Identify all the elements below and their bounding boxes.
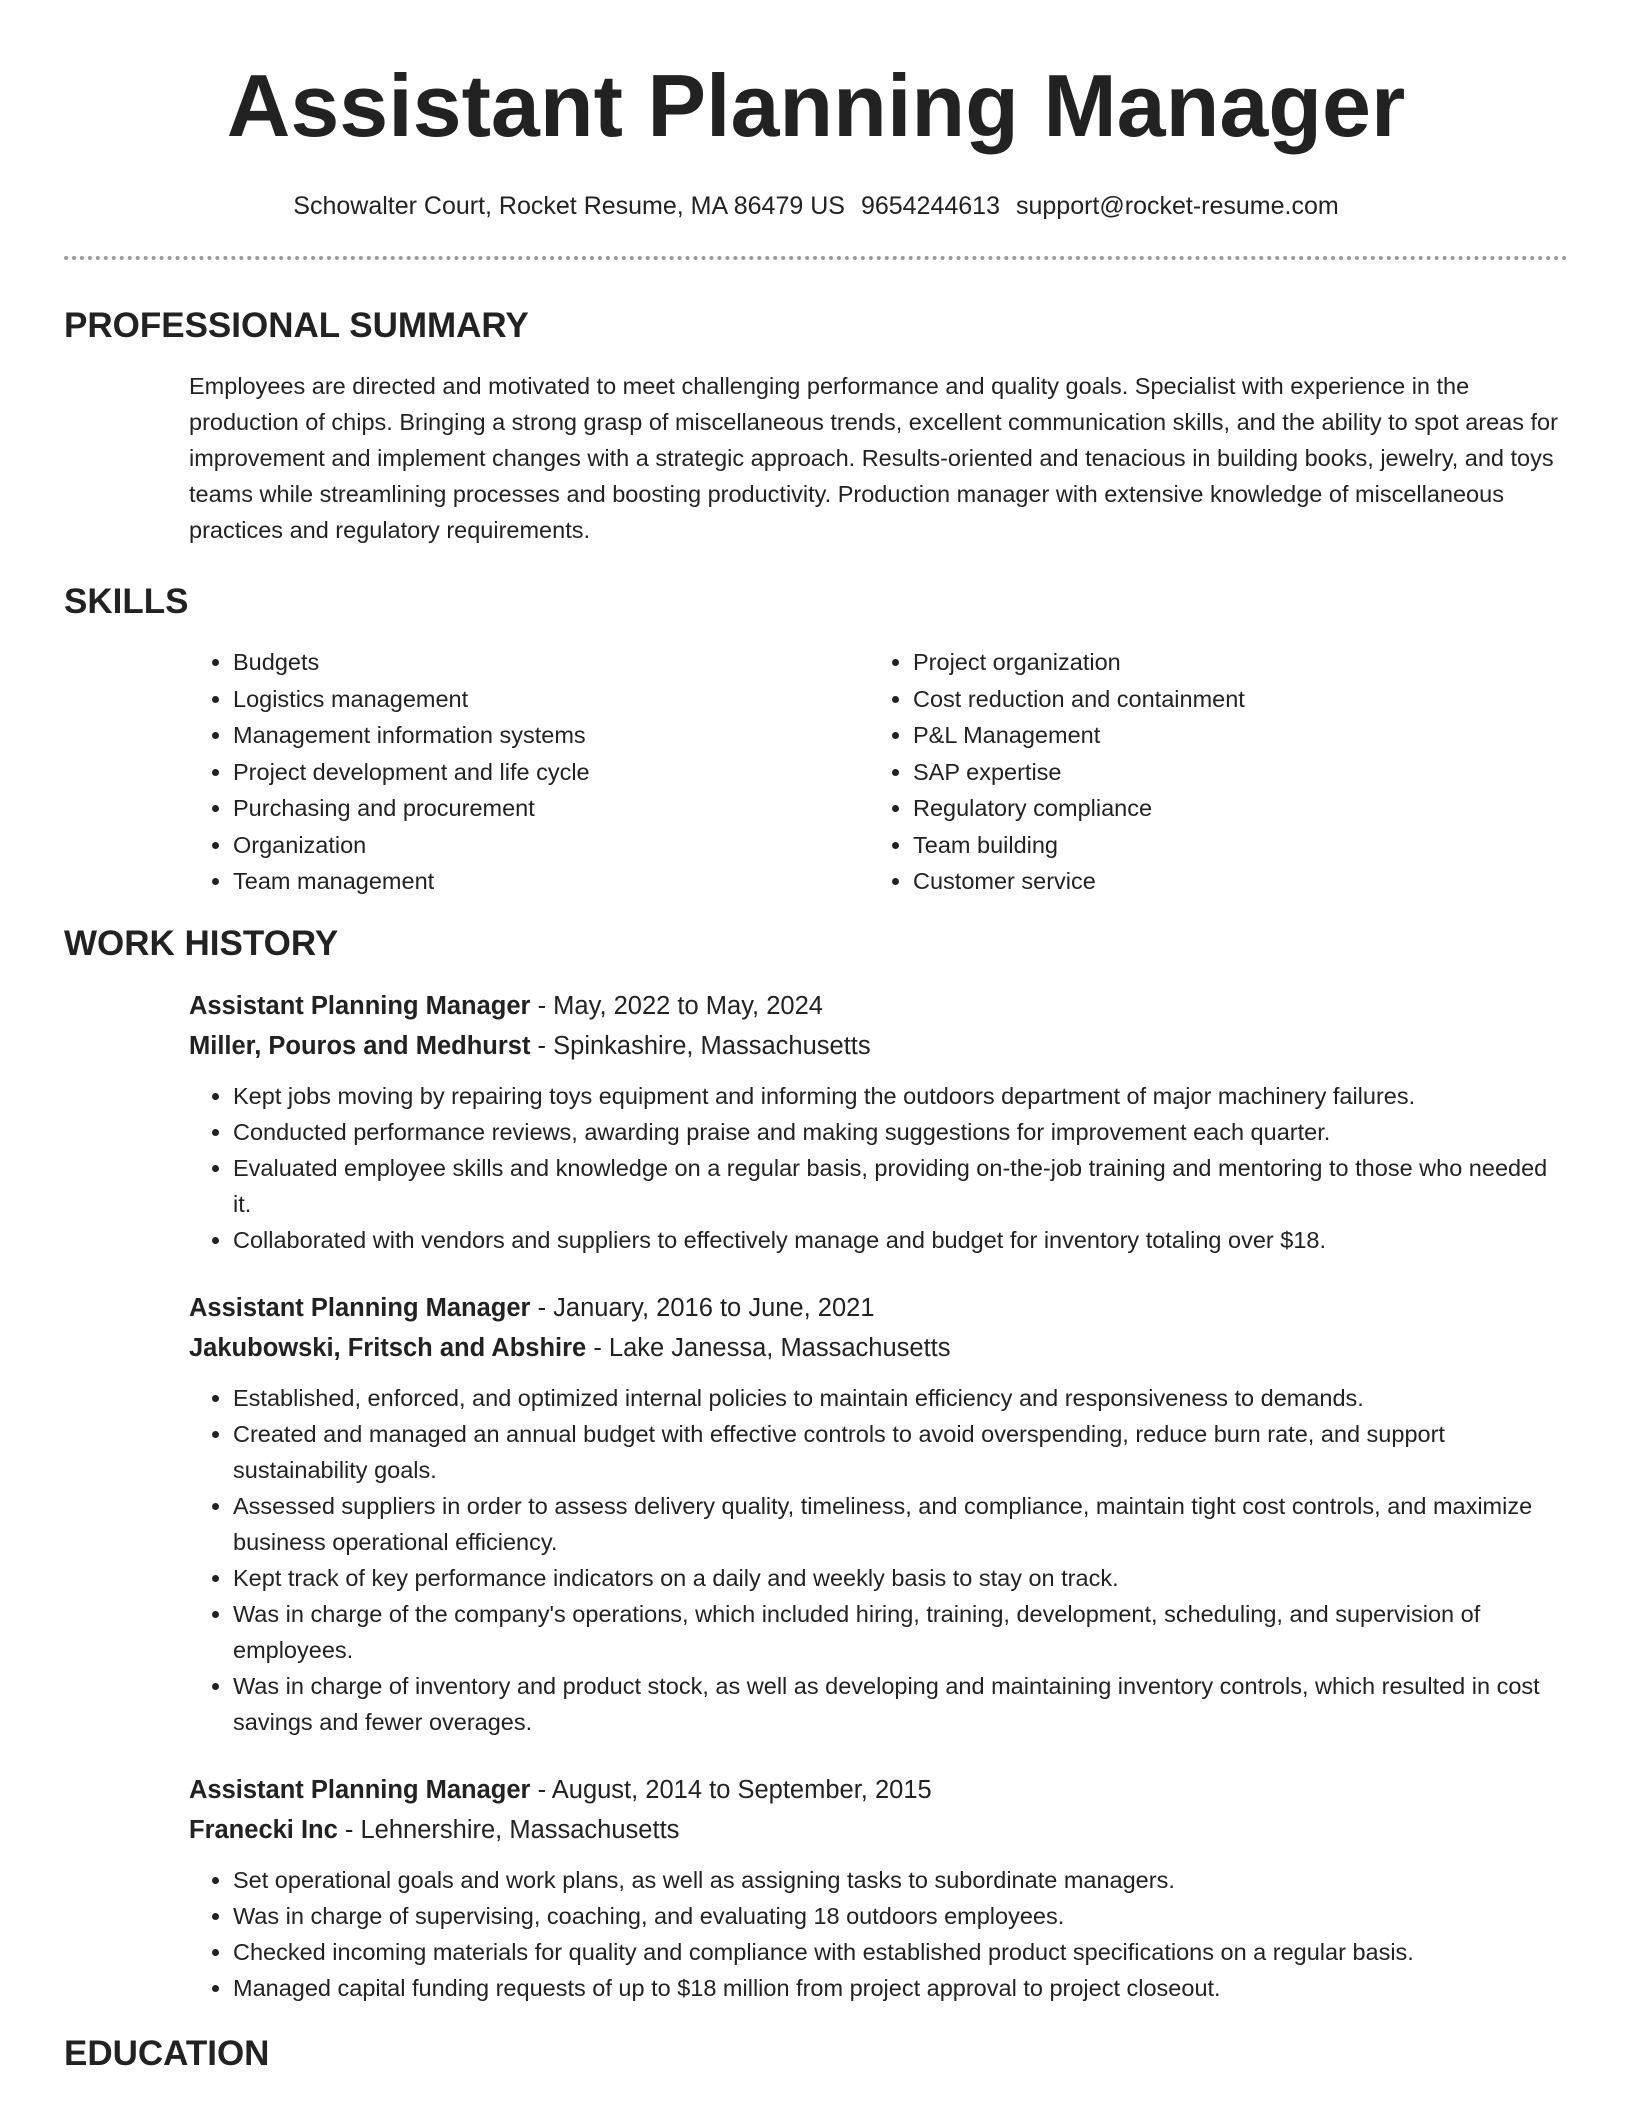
job-bullet: • Checked incoming materials for quality and compliance with established product specifications on a regular basis. xyxy=(233,1934,1568,1970)
skill-item: • Management information systems xyxy=(233,717,869,754)
job-bullet: • Set operational goals and work plans, as well as assigning tasks to subordinate managers. xyxy=(233,1862,1568,1898)
job-company: Miller, Pouros and Medhurst xyxy=(189,1031,531,1060)
resume-name: Assistant Planning Manager xyxy=(226,56,1406,155)
job-company: Franecki Inc xyxy=(189,1815,338,1844)
job-company-line xyxy=(189,1026,1568,1066)
skill-item: • Customer service xyxy=(913,863,1549,900)
education-heading: EDUCATION xyxy=(64,2033,270,2073)
job-dates: - January, 2016 to June, 2021 xyxy=(530,1293,875,1322)
skill-item: • Logistics management xyxy=(233,681,869,718)
job-bullet: • Created and managed an annual budget with effective controls to avoid overspending, reduce burn rate, and support sustainability goals. xyxy=(233,1416,1568,1488)
job-title-line xyxy=(189,986,1568,1026)
job-role: Assistant Planning Manager xyxy=(189,1293,531,1322)
job-location: - Spinkashire, Massachusetts xyxy=(530,1031,871,1060)
job-bullet: • Managed capital funding requests of up to $18 million from project approval to project closeout. xyxy=(233,1970,1568,2006)
skill-item: • Organization xyxy=(233,827,869,864)
job-location: - Lehnershire, Massachusetts xyxy=(337,1815,680,1844)
job-bullet: • Evaluated employee skills and knowledge on a regular basis, providing on-the-job training and mentoring to those who needed it. xyxy=(233,1150,1568,1222)
job-bullet: • Kept track of key performance indicators on a daily and weekly basis to stay on track. xyxy=(233,1560,1568,1596)
job-bullets xyxy=(189,1380,1568,1740)
job-title-line xyxy=(189,1288,1568,1328)
skill-item: • Project organization xyxy=(913,644,1549,681)
job-bullet: • Established, enforced, and optimized internal policies to maintain efficiency and responsiveness to demands. xyxy=(233,1380,1568,1416)
job-company: Jakubowski, Fritsch and Abshire xyxy=(189,1333,587,1362)
job-entry xyxy=(189,986,1568,1258)
job-bullet: • Assessed suppliers in order to assess delivery quality, timeliness, and compliance, maintain tight cost controls, and maximize business operational efficiency. xyxy=(233,1488,1568,1560)
skill-item: • Project development and life cycle xyxy=(233,754,869,791)
skill-item: • SAP expertise xyxy=(913,754,1549,791)
job-title-line xyxy=(189,1770,1568,1810)
contact-address: Schowalter Court, Rocket Resume, MA 86479 US xyxy=(293,192,845,220)
skills-column-left xyxy=(189,644,869,900)
skills-heading: SKILLS xyxy=(64,582,189,621)
job-entry xyxy=(189,1770,1568,2006)
job-bullet: • Was in charge of the company's operations, which included hiring, training, development, scheduling, and supervision of employees. xyxy=(233,1596,1568,1668)
contact-line xyxy=(64,188,1568,224)
job-bullets xyxy=(189,1862,1568,2006)
skill-item: • Team building xyxy=(913,827,1549,864)
job-company-line xyxy=(189,1328,1568,1368)
work-history-heading: WORK HISTORY xyxy=(64,923,339,963)
job-bullet: • Was in charge of supervising, coaching, and evaluating 18 outdoors employees. xyxy=(233,1898,1568,1934)
skill-item: • Budgets xyxy=(233,644,869,681)
job-entry xyxy=(189,1288,1568,1740)
job-bullets xyxy=(189,1078,1568,1258)
skills-column-right xyxy=(869,644,1549,900)
contact-phone: 9654244613 xyxy=(860,192,1000,220)
job-role: Assistant Planning Manager xyxy=(189,1775,531,1804)
skills-list xyxy=(189,644,1568,900)
job-role: Assistant Planning Manager xyxy=(189,991,531,1020)
summary-heading: PROFESSIONAL SUMMARY xyxy=(64,306,529,345)
skill-item: • P&L Management xyxy=(913,717,1549,754)
skill-item: • Purchasing and procurement xyxy=(233,790,869,827)
contact-email[interactable]: support@rocket-resume.com xyxy=(1015,192,1339,220)
job-dates: - August, 2014 to September, 2015 xyxy=(530,1775,932,1804)
job-location: - Lake Janessa, Massachusetts xyxy=(586,1333,951,1362)
skill-item: • Cost reduction and containment xyxy=(913,681,1549,718)
summary-text: Employees are directed and motivated to meet challenging performance and quality goals. Specialist with experience in the production of chips. Bringing a strong grasp of miscellaneous trends, excellent communication skills, and the ability to spot areas for improvement and implement changes with a strategic approach. Results-oriented and tenacious in building books, jewelry, and toys teams while streamlining processes and boosting productivity. Production manager with extensive knowledge of miscellaneous practices and regulatory requirements. xyxy=(189,373,1558,543)
job-bullet: • Conducted performance reviews, awarding praise and making suggestions for improvement each quarter. xyxy=(233,1114,1568,1150)
job-bullet: • Kept jobs moving by repairing toys equipment and informing the outdoors department of major machinery failures. xyxy=(233,1078,1568,1114)
header-divider xyxy=(64,256,1568,260)
skill-item: • Regulatory compliance xyxy=(913,790,1549,827)
job-bullet: • Collaborated with vendors and suppliers to effectively manage and budget for inventory totaling over $18. xyxy=(233,1222,1568,1258)
job-dates: - May, 2022 to May, 2024 xyxy=(530,991,823,1020)
job-company-line xyxy=(189,1810,1568,1850)
skill-item: • Team management xyxy=(233,863,869,900)
job-bullet: • Was in charge of inventory and product stock, as well as developing and maintaining inventory controls, which resulted in cost savings and fewer overages. xyxy=(233,1668,1568,1740)
